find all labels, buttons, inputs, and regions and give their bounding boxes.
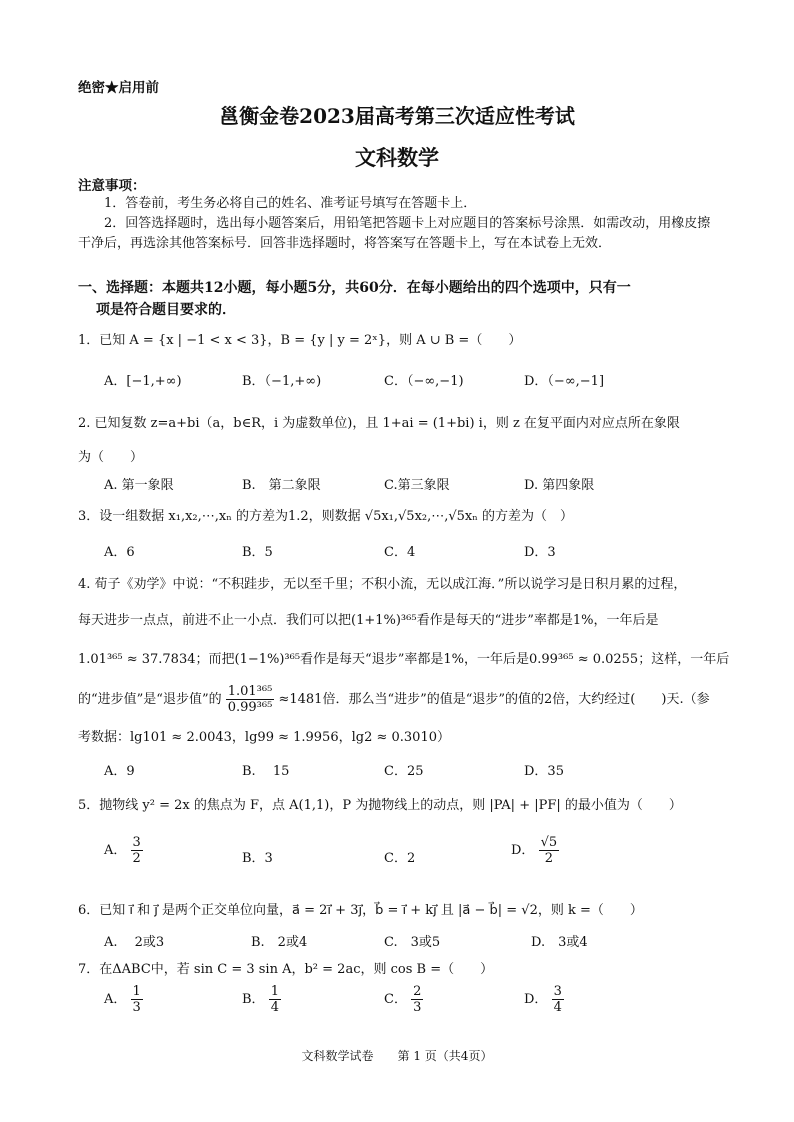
question-2-option-d: D. 第四象限 xyxy=(524,478,595,493)
question-2-option-a: A. 第一象限 xyxy=(104,478,174,493)
question-3-option-a: A．6 xyxy=(104,545,135,560)
question-7-option-a-denominator: 3 xyxy=(132,1000,141,1015)
question-4-ratio-numerator: 1.01³⁶⁵ xyxy=(227,684,273,699)
question-7-stem: 7．在ΔABC中，若 sin C = 3 sin A，b² = 2ac，则 cos B =（ ） xyxy=(78,962,494,977)
question-2-stem-line-1: 2. 已知复数 z=a+bi（a，b∈R，i 为虚数单位)，且 1+ai = (1+bi) i，则 z 在复平面内对应点所在象限 xyxy=(78,416,680,431)
question-5-option-d-label: D． xyxy=(511,843,535,858)
question-4-line-4 xyxy=(78,684,710,715)
question-1-option-b: B．（−1,+∞) xyxy=(242,374,322,389)
section-1-heading-line-2: 项是符合题目要求的． xyxy=(96,302,236,318)
question-7-option-c-label: C． xyxy=(384,992,407,1007)
question-1-option-c: C．（−∞,−1) xyxy=(384,374,464,389)
question-7-option-d-label: D． xyxy=(524,992,548,1007)
question-2-stem-line-2: 为（ ） xyxy=(78,450,144,465)
question-6-stem: 6．已知 i⃗ 和 j⃗ 是两个正交单位向量，a⃗ = 2i⃗ + 3j⃗，b⃗ = i⃗ + kj⃗ 且 |a⃗ − b⃗| = √2，则 k =（ ） xyxy=(78,903,643,918)
question-7-option-c-numerator: 2 xyxy=(413,984,422,999)
question-5-option-a xyxy=(104,835,143,866)
question-6-option-c: C. 3或5 xyxy=(384,935,441,950)
question-7-option-c-denominator: 3 xyxy=(413,1000,422,1015)
question-4-line-4-prefix: 的“进步值”是“退步值”的 xyxy=(78,692,222,707)
question-6-option-d: D. 3或4 xyxy=(531,935,588,950)
question-5-option-d-fraction xyxy=(539,835,560,866)
question-3-option-c: C．4 xyxy=(384,545,416,560)
question-4-option-a: A．9 xyxy=(104,764,135,779)
question-5-option-d-denominator: 2 xyxy=(544,851,553,866)
question-2-option-b: B. 第二象限 xyxy=(242,478,321,493)
question-5-option-d-numerator: √5 xyxy=(540,835,558,850)
question-7-option-a-numerator: 1 xyxy=(132,984,141,999)
question-4-line-4-suffix: ≈1481倍．那么当“进步”的值是“退步”的值的2倍，大约经过( )天.（参 xyxy=(278,692,710,707)
question-4-option-b: B. 15 xyxy=(242,764,290,779)
question-7-option-b-denominator: 4 xyxy=(270,1000,279,1015)
question-4-option-c: C．25 xyxy=(384,764,424,779)
question-7-option-d-numerator: 3 xyxy=(553,984,562,999)
question-7-option-d-denominator: 4 xyxy=(553,1000,562,1015)
question-5-option-b: B．3 xyxy=(242,851,273,866)
question-7-option-b-fraction xyxy=(269,984,281,1015)
exam-title: 邕衡金卷2023届高考第三次适应性考试 xyxy=(219,104,575,128)
question-1-stem: 1．已知 A = {x | −1 < x < 3}，B = {y | y = 2ˣ}，则 A ∪ B =（ ） xyxy=(78,333,522,348)
question-7-option-a-fraction xyxy=(131,984,143,1015)
question-3-stem: 3．设一组数据 x₁,x₂,⋯,xₙ 的方差为1.2，则数据 √5x₁,√5x₂,⋯,√5xₙ 的方差为（ ） xyxy=(78,509,574,524)
question-4-line-3: 1.01³⁶⁵ ≈ 37.7834；而把(1−1%)³⁶⁵看作是每天“退步”率都是1%，一年后是0.99³⁶⁵ ≈ 0.0255；这样，一年后 xyxy=(78,652,730,667)
notice-heading: 注意事项： xyxy=(78,178,146,194)
question-4-line-2: 每天进步一点点，前进不止一小点．我们可以把(1+1%)³⁶⁵看作是每天的“进步”率都是1%，一年后是 xyxy=(78,613,659,628)
question-2-option-c: C.第三象限 xyxy=(384,478,450,493)
secret-label: 绝密★启用前 xyxy=(78,80,159,96)
page-footer: 文科数学试卷 第 1 页（共4页） xyxy=(301,1049,493,1063)
notice-item-2: 2．回答选择题时，选出每小题答案后，用铅笔把答题卡上对应题目的答案标号涂黑．如需改动，用橡皮擦干净后，再选涂其他答案标号．回答非选择题时，将答案写在答题卡上，写在本试卷上无效． xyxy=(78,216,711,251)
question-3-option-b: B．5 xyxy=(242,545,273,560)
question-7-option-d-fraction xyxy=(552,984,564,1015)
question-5-option-a-numerator: 3 xyxy=(132,835,141,850)
question-7-option-b-label: B． xyxy=(242,992,265,1007)
question-5-option-d xyxy=(511,835,559,866)
question-6-option-b: B. 2或4 xyxy=(251,935,308,950)
question-7-option-a xyxy=(104,984,143,1015)
question-1-option-d: D．（−∞,−1] xyxy=(524,374,605,389)
question-1-option-a: A．[−1,+∞) xyxy=(104,374,182,389)
question-4-line-5: 考数据：lg101 ≈ 2.0043，lg99 ≈ 1.9956，lg2 ≈ 0.3010） xyxy=(78,730,450,745)
question-5-option-c: C．2 xyxy=(384,851,416,866)
question-7-option-b xyxy=(242,984,281,1015)
question-4-ratio-denominator: 0.99³⁶⁵ xyxy=(227,700,273,715)
question-7-option-a-label: A． xyxy=(104,992,127,1007)
question-7-option-d xyxy=(524,984,564,1015)
question-5-option-a-fraction xyxy=(131,835,143,866)
question-5-option-a-denominator: 2 xyxy=(132,851,141,866)
question-7-option-b-numerator: 1 xyxy=(270,984,279,999)
notice-item-1: 1．答卷前，考生务必将自己的姓名、准考证号填写在答题卡上． xyxy=(104,196,477,211)
exam-subject: 文科数学 xyxy=(355,145,439,170)
question-7-option-c-fraction xyxy=(411,984,423,1015)
question-4-line-1: 4. 荀子《劝学》中说：“不积跬步，无以至千里；不积小流，无以成江海．”所以说学习是日积月累的过程， xyxy=(78,577,687,592)
question-7-option-c xyxy=(384,984,423,1015)
question-6-option-a: A. 2或3 xyxy=(104,935,165,950)
question-4-ratio-fraction xyxy=(226,684,275,715)
question-3-option-d: D．3 xyxy=(524,545,556,560)
question-4-option-d: D．35 xyxy=(524,764,564,779)
question-5-option-a-label: A． xyxy=(104,843,127,858)
section-1-heading-line-1: 一、选择题：本题共12小题，每小题5分，共60分．在每小题给出的四个选项中，只有一 xyxy=(78,280,631,296)
question-5-stem: 5．抛物线 y² = 2x 的焦点为 F，点 A(1,1)，P 为抛物线上的动点，则 |PA| + |PF| 的最小值为（ ） xyxy=(78,798,682,813)
